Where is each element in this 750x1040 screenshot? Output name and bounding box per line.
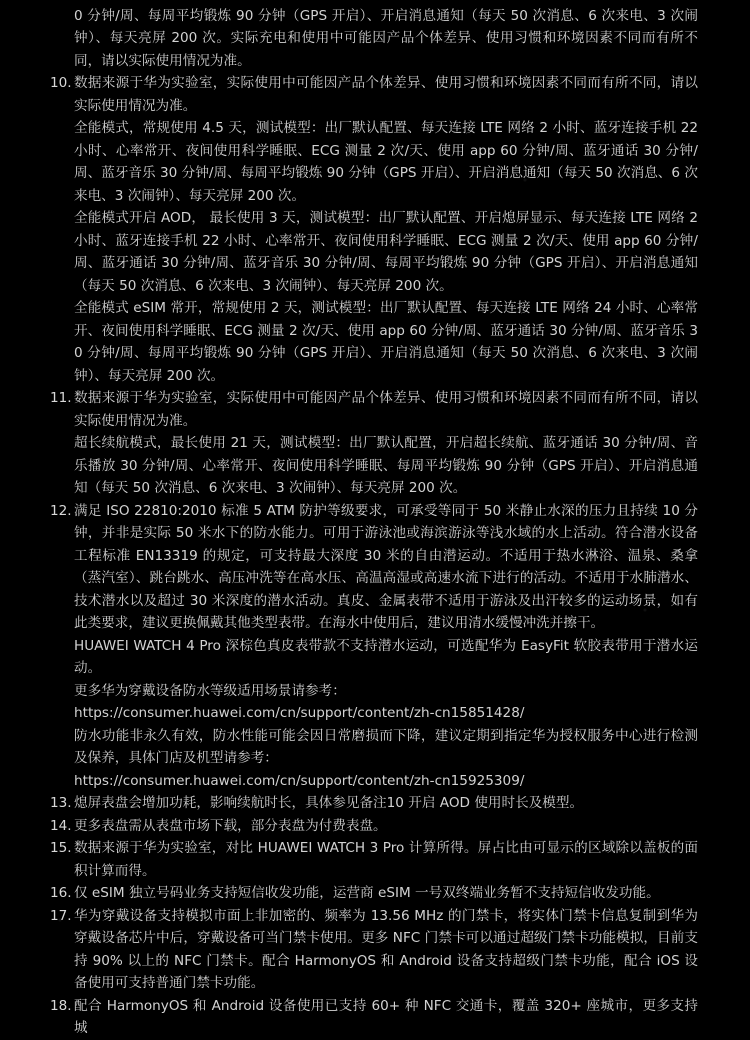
footnote-paragraph: 更多表盘需从表盘市场下载，部分表盘为付费表盘。 — [74, 817, 387, 834]
footnote-13 — [0, 792, 750, 815]
service-center-link[interactable]: https://consumer.huawei.com/cn/support/content/zh-cn15925309/ — [74, 772, 525, 789]
footnote-16 — [0, 882, 750, 905]
footnote-paragraph: 数据来源于华为实验室，对比 HUAWEI WATCH 3 Pro 计算所得。屏占比由可显示的区域除以盖板的面积计算而得。 — [74, 840, 698, 879]
footnote-number: 10. — [50, 75, 72, 91]
footnote-paragraph: HUAWEI WATCH 4 Pro 深棕色真皮表带款不支持潜水运动，可选配华为 EasyFit 软胶表带用于潜水运动。 — [74, 637, 698, 676]
footnote-paragraph: 数据来源于华为实验室，实际使用中可能因产品个体差异、使用习惯和环境因素不同而有所不同，请以实际使用情况为准。 — [74, 390, 698, 429]
footnote-number: 12. — [50, 502, 72, 519]
footnote-paragraph: 数据来源于华为实验室，实际使用中可能因产品个体差异、使用习惯和环境因素不同而有所不同，请以实际使用情况为准。 — [74, 75, 698, 114]
footnote-number: 11. — [50, 390, 72, 406]
footnote-number: 17. — [50, 907, 72, 924]
footnote-number: 16. — [50, 885, 72, 901]
footnote-paragraph: 全能模式开启 AOD， 最长使用 3 天，测试模型：出厂默认配置、开启熄屏显示、每天连接 LTE 网络 2 小时、蓝牙连接手机 22 小时、心率常开、夜间使用科学睡眠、ECG 测量 2 次/天、使用 app 60 分钟/周、蓝牙通话 30 分钟/周、蓝牙音乐 30 分钟/周、每周平均锻炼 90 分钟（GPS 开启）、开启消息通知（每天 50 次消息、6 次来电、3 次闹钟）、每天亮屏 200 次。 — [74, 210, 698, 294]
footnote-paragraph: 0 分钟/周、每周平均锻炼 90 分钟（GPS 开启）、开启消息通知（每天 50 次消息、6 次来电、3 次闹钟）、每天亮屏 200 次。实际充电和使用中可能因产品个体差异、使用习惯和环境因素不同而有所不同，请以实际使用情况为准。 — [74, 7, 698, 69]
footnote-paragraph: 仅 eSIM 独立号码业务支持短信收发功能，运营商 eSIM 一号双终端业务暂不支持短信收发功能。 — [74, 885, 660, 901]
footnote-17 — [0, 905, 750, 995]
footnote-paragraph: 全能模式，常规使用 4.5 天，测试模型：出厂默认配置、每天连接 LTE 网络 2 小时、蓝牙连接手机 22 小时、心率常开、夜间使用科学睡眠、ECG 测量 2 次/天、使用 app 60 分钟/周、蓝牙通话 30 分钟/周、蓝牙音乐 30 分钟/周、每周平均锻炼 90 分钟（GPS 开启）、开启消息通知（每天 50 次消息、6 次来电、3 次闹钟）、每天亮屏 200 次。 — [74, 120, 698, 204]
footnote-paragraph: 满足 ISO 22810:2010 标准 5 ATM 防护等级要求，可承受等同于 50 米静止水深的压力且持续 10 分钟，并非是实际 50 米水下的防水能力。可用于游泳池或海滨游泳等浅水域的水上活动。符合潜水设备工程标准 EN13319 的规定，可支持最大深度 30 米的自由潜运动。不适用于热水淋浴、温泉、桑拿（蒸汽室）、跳台跳水、高压冲洗等在高水压、高温高湿或高速水流下进行的活动。不适用于水肺潜水、技术潜水以及超过 30 米深度的潜水活动。真皮、金属表带不适用于游泳及出汗较多的运动场景，如有此类要求，建议更换佩戴其他类型表带。在海水中使用后，建议用清水缓慢冲洗并擦干。 — [74, 502, 698, 631]
footnote-number: 13. — [50, 795, 72, 811]
footnote-number: 14. — [50, 817, 72, 834]
footnote-9-continued — [0, 0, 750, 72]
footnote-paragraph: 更多华为穿戴设备防水等级适用场景请参考： — [74, 682, 346, 699]
footnote-link-line — [74, 702, 698, 725]
footnote-paragraph: 全能模式 eSIM 常开，常规使用 2 天，测试模型：出厂默认配置、每天连接 LTE 网络 24 小时、心率常开、夜间使用科学睡眠、ECG 测量 2 次/天、使用 app 60 分钟/周、蓝牙通话 30 分钟/周、蓝牙音乐 30 分钟/周、每周平均锻炼 90 分钟（GPS 开启）、开启消息通知（每天 50 次消息、6 次来电、3 次闹钟）、每天亮屏 200 次。 — [74, 300, 698, 384]
footnote-number: 15. — [50, 840, 72, 856]
footnote-11 — [0, 387, 750, 500]
footnote-18 — [0, 995, 750, 1040]
footnote-link-line — [74, 770, 698, 793]
footnote-paragraph: 防水功能非永久有效，防水性能可能会因日常磨损而下降，建议定期到指定华为授权服务中心进行检测及保养，具体门店及机型请参考： — [74, 727, 698, 766]
footnote-paragraph: 配合 HarmonyOS 和 Android 设备使用已支持 60+ 种 NFC 交通卡，覆盖 320+ 座城市，更多支持城 — [74, 997, 698, 1036]
footnote-number: 18. — [50, 997, 72, 1014]
footnote-12 — [0, 500, 750, 793]
footnote-paragraph: 华为穿戴设备支持模拟市面上非加密的、频率为 13.56 MHz 的门禁卡，将实体门禁卡信息复制到华为穿戴设备芯片中后，穿戴设备可当门禁卡使用。更多 NFC 门禁卡可以通过超级门禁卡功能模拟，目前支持 90% 以上的 NFC 门禁卡。配合 HarmonyOS 和 Android 设备支持超级门禁卡功能，配合 iOS 设备使用可支持普通门禁卡功能。 — [74, 907, 698, 991]
footnote-15 — [0, 837, 750, 882]
footnote-10 — [0, 72, 750, 387]
footnote-14 — [0, 815, 750, 838]
waterproof-scenarios-link[interactable]: https://consumer.huawei.com/cn/support/content/zh-cn15851428/ — [74, 705, 525, 721]
footnote-paragraph: 熄屏表盘会增加功耗，影响续航时长，具体参见备注10 开启 AOD 使用时长及模型。 — [74, 795, 584, 811]
footnote-paragraph: 超长续航模式，最长使用 21 天，测试模型：出厂默认配置，开启超长续航、蓝牙通话 30 分钟/周、音乐播放 30 分钟/周、心率常开、夜间使用科学睡眠、每周平均锻炼 90 分钟（GPS 开启）、开启消息通知（每天 50 次消息、6 次来电、3 次闹钟）、每天亮屏 200 次。 — [74, 435, 698, 496]
